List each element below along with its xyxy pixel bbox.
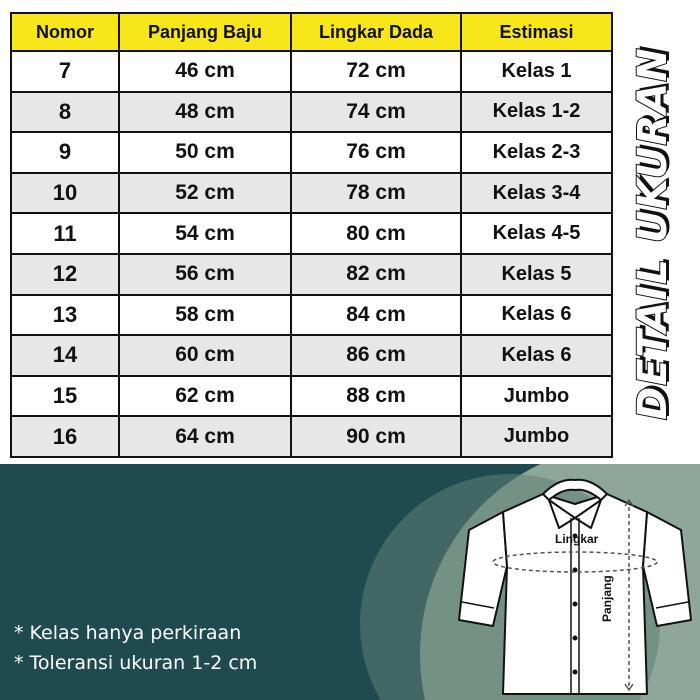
cell-nomor: 14: [11, 335, 119, 376]
cell-estimasi: Kelas 6: [461, 295, 612, 336]
header-estimasi: Estimasi: [461, 13, 612, 51]
cell-panjang: 62 cm: [119, 376, 291, 417]
note-kelas: * Kelas hanya perkiraan: [14, 622, 242, 644]
size-table: [10, 12, 613, 458]
table-row: [11, 335, 612, 376]
cell-panjang: 56 cm: [119, 254, 291, 295]
table-row: [11, 173, 612, 214]
cell-nomor: 12: [11, 254, 119, 295]
cell-estimasi: Kelas 3-4: [461, 173, 612, 214]
cell-estimasi: Jumbo: [461, 376, 612, 417]
cell-nomor: 10: [11, 173, 119, 214]
cell-lingkar: 88 cm: [291, 376, 461, 417]
cell-lingkar: 72 cm: [291, 51, 461, 92]
cell-nomor: 7: [11, 51, 119, 92]
header-nomor: Nomor: [11, 13, 119, 51]
cell-nomor: 8: [11, 92, 119, 133]
cell-panjang: 64 cm: [119, 416, 291, 457]
table-row: [11, 416, 612, 457]
cell-lingkar: 86 cm: [291, 335, 461, 376]
cell-lingkar: 76 cm: [291, 132, 461, 173]
table-row: [11, 92, 612, 133]
detail-ukuran-title: DETAIL UKURAN: [630, 47, 676, 420]
table-header-row: [11, 13, 612, 51]
cell-estimasi: Kelas 2-3: [461, 132, 612, 173]
cell-panjang: 52 cm: [119, 173, 291, 214]
cell-lingkar: 74 cm: [291, 92, 461, 133]
header-panjang-baju: Panjang Baju: [119, 13, 291, 51]
cell-lingkar: 78 cm: [291, 173, 461, 214]
cell-estimasi: Jumbo: [461, 416, 612, 457]
table-row: [11, 254, 612, 295]
header-lingkar-dada: Lingkar Dada: [291, 13, 461, 51]
table-row: [11, 376, 612, 417]
chest-label: Lingkar: [555, 532, 599, 546]
table-row: [11, 51, 612, 92]
cell-panjang: 58 cm: [119, 295, 291, 336]
size-table-wrap: [10, 12, 611, 456]
cell-nomor: 9: [11, 132, 119, 173]
cell-lingkar: 82 cm: [291, 254, 461, 295]
cell-estimasi: Kelas 1-2: [461, 92, 612, 133]
table-row: [11, 132, 612, 173]
cell-lingkar: 84 cm: [291, 295, 461, 336]
note-toleransi: * Toleransi ukuran 1-2 cm: [14, 652, 258, 674]
cell-nomor: 16: [11, 416, 119, 457]
cell-panjang: 50 cm: [119, 132, 291, 173]
cell-estimasi: Kelas 6: [461, 335, 612, 376]
cell-lingkar: 90 cm: [291, 416, 461, 457]
cell-panjang: 48 cm: [119, 92, 291, 133]
cell-estimasi: Kelas 5: [461, 254, 612, 295]
cell-lingkar: 80 cm: [291, 213, 461, 254]
cell-estimasi: Kelas 1: [461, 51, 612, 92]
cell-panjang: 46 cm: [119, 51, 291, 92]
cell-panjang: 54 cm: [119, 213, 291, 254]
table-row: [11, 295, 612, 336]
cell-panjang: 60 cm: [119, 335, 291, 376]
cell-nomor: 11: [11, 213, 119, 254]
length-label: Panjang: [600, 575, 614, 622]
cell-estimasi: Kelas 4-5: [461, 213, 612, 254]
cell-nomor: 15: [11, 376, 119, 417]
cell-nomor: 13: [11, 295, 119, 336]
table-row: [11, 213, 612, 254]
shirt-icon: [455, 470, 695, 696]
